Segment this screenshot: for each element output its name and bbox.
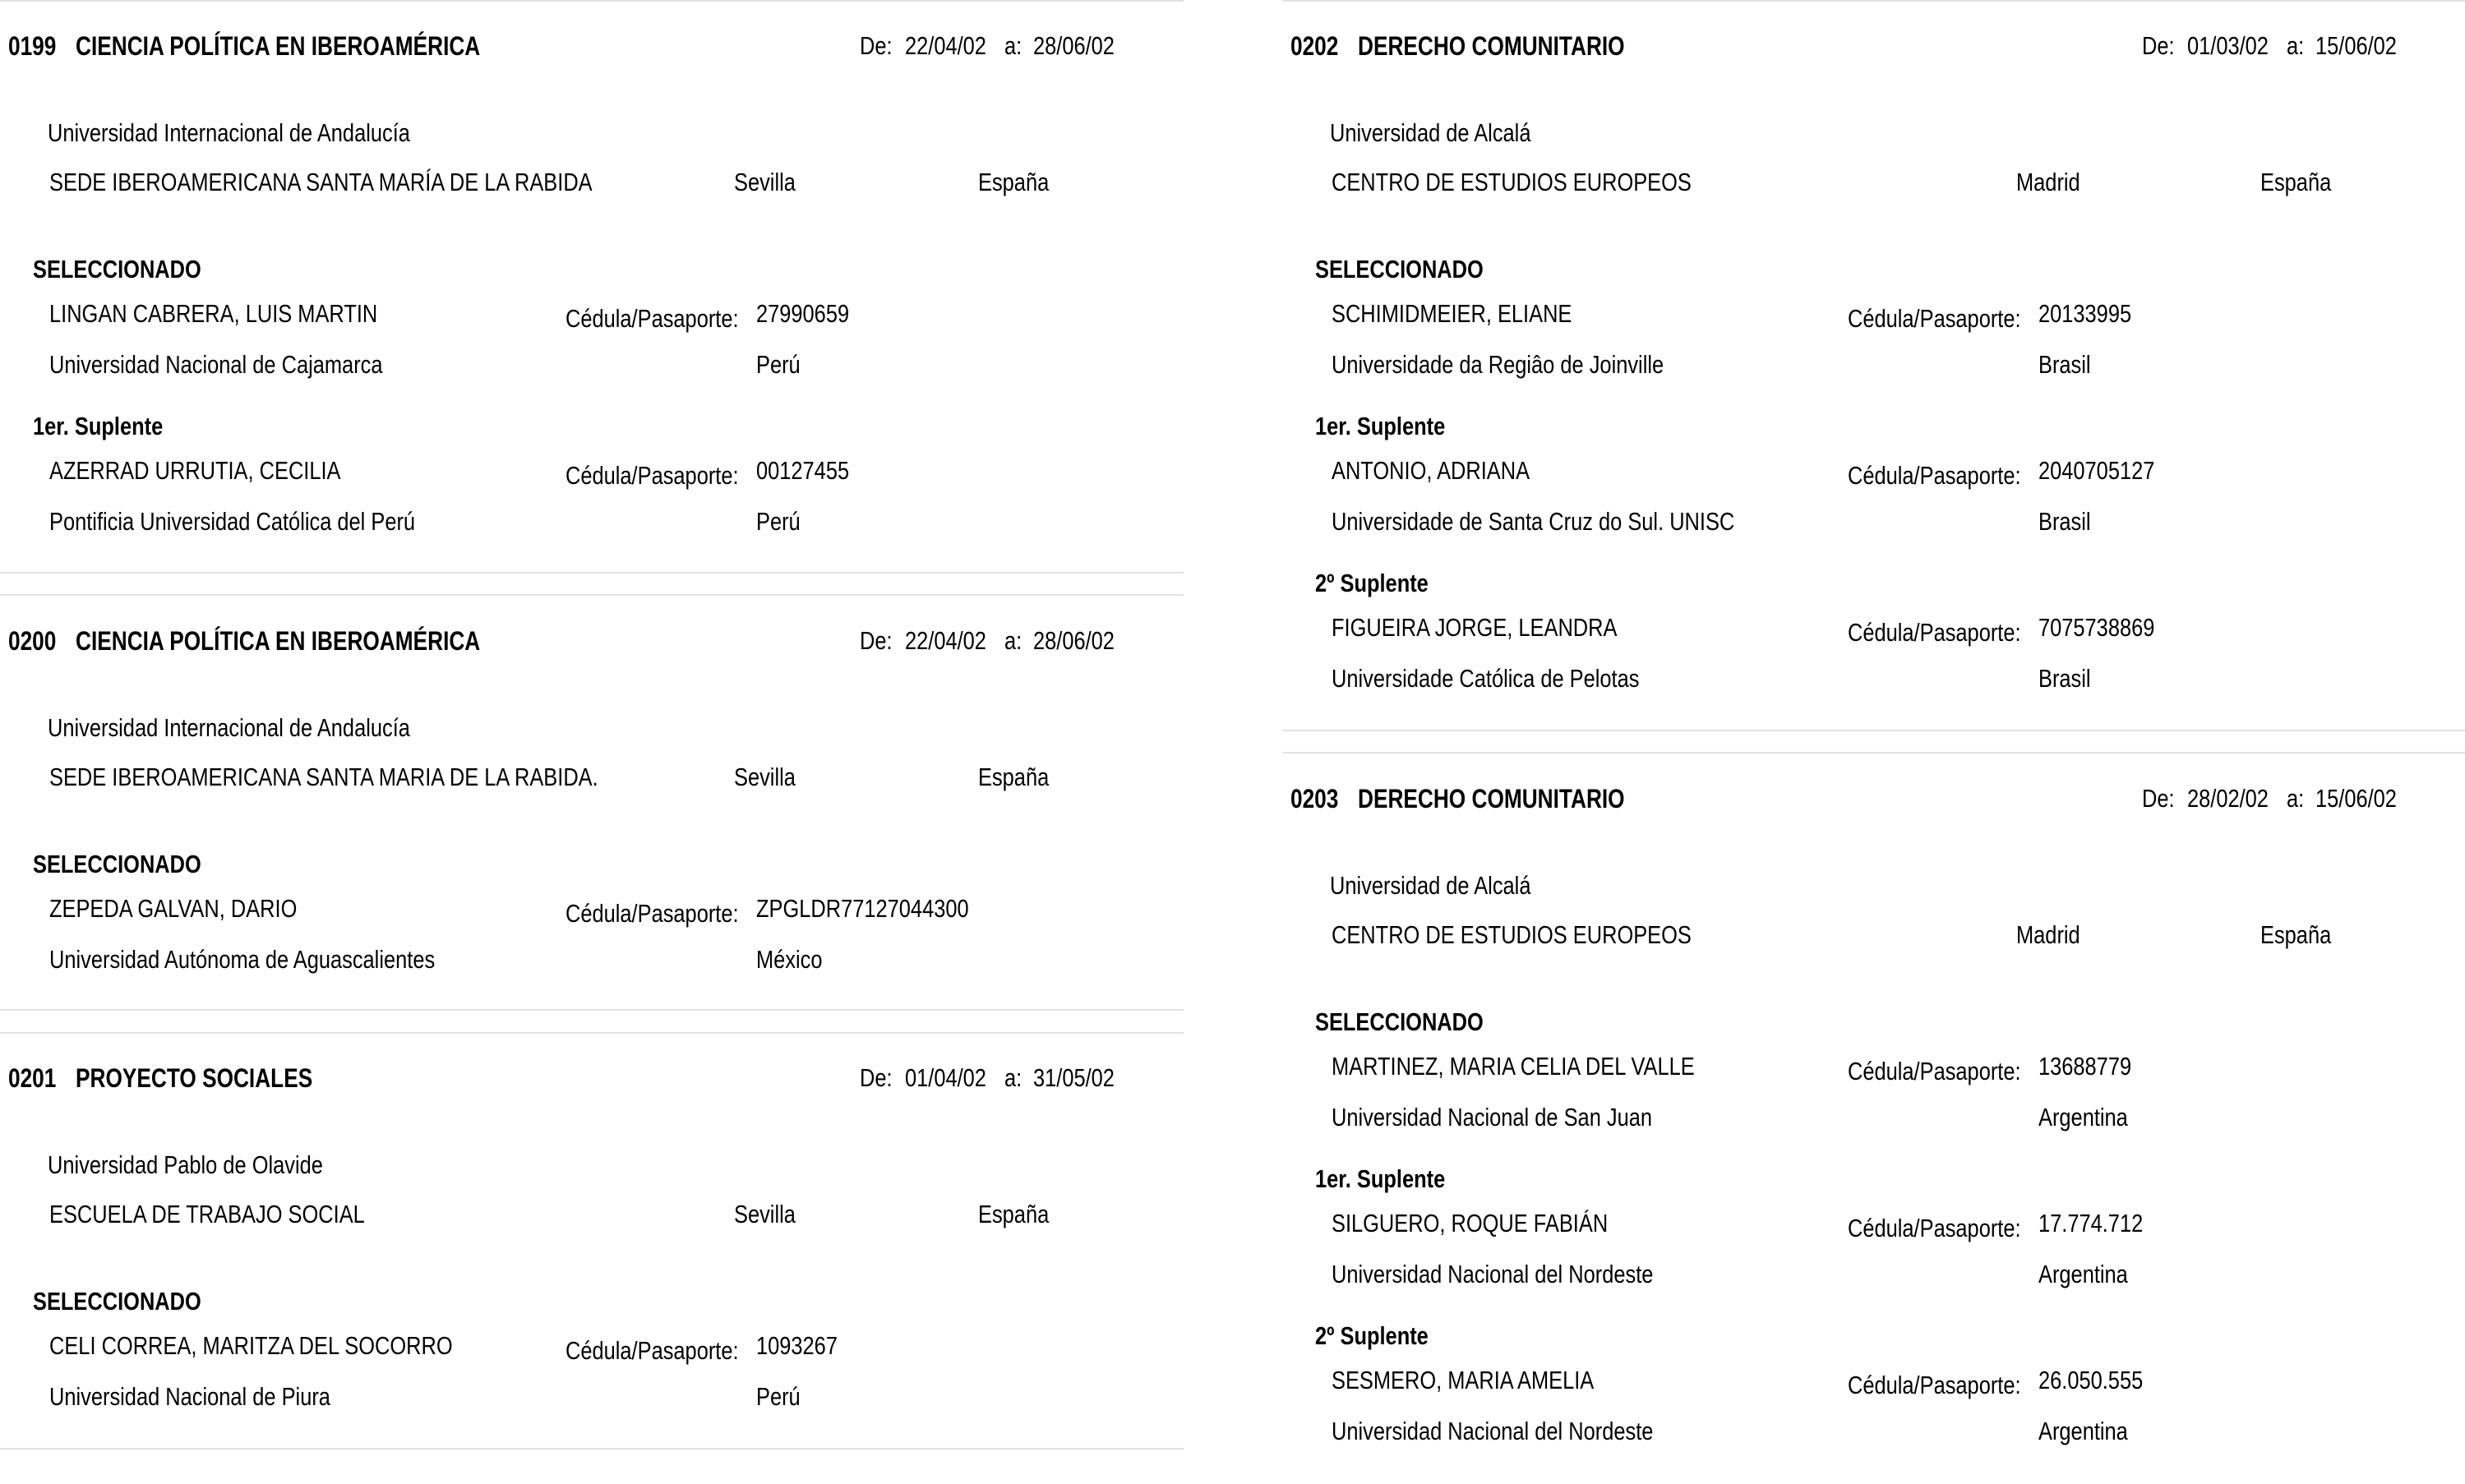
- id-label: Cédula/Pasaporte:: [1848, 1057, 2021, 1085]
- id-label: Cédula/Pasaporte:: [1848, 618, 2021, 647]
- person-country: Argentina: [2038, 1260, 2128, 1288]
- date-from: 22/04/02: [905, 31, 986, 60]
- id-label: Cédula/Pasaporte:: [1848, 1371, 2021, 1399]
- person-institution: Universidad Nacional del Nordeste: [1332, 1260, 1654, 1288]
- center-name: SEDE IBEROAMERICANA SANTA MARIA DE LA RABIDA.: [49, 763, 598, 791]
- id-number: 17.774.712: [2038, 1209, 2144, 1237]
- person-name: AZERRAD URRUTIA, CECILIA: [49, 456, 341, 485]
- university-name: Universidad Internacional de Andalucía: [48, 118, 410, 147]
- divider: [1282, 0, 2465, 2]
- date-to-label: a:: [2287, 31, 2305, 60]
- person-country: Brasil: [2038, 350, 2091, 379]
- date-from: 01/04/02: [905, 1063, 986, 1092]
- divider: [0, 1009, 1184, 1011]
- role-heading: SELECCIONADO: [33, 1287, 201, 1316]
- divider: [0, 572, 1184, 574]
- person-institution: Universidad Autónoma de Aguascalientes: [49, 945, 436, 974]
- id-number: ZPGLDR77127044300: [756, 894, 969, 923]
- date-to: 28/06/02: [1033, 626, 1115, 655]
- role-heading: SELECCIONADO: [33, 255, 201, 283]
- person-name: CELI CORREA, MARITZA DEL SOCORRO: [49, 1331, 453, 1360]
- center-country: España: [978, 1200, 1050, 1228]
- role-heading: 2º Suplente: [1315, 569, 1429, 597]
- person-institution: Universidade da Regiâo de Joinville: [1332, 350, 1664, 379]
- id-label: Cédula/Pasaporte:: [565, 461, 739, 490]
- person-name: FIGUEIRA JORGE, LEANDRA: [1332, 613, 1618, 642]
- role-heading: SELECCIONADO: [1315, 255, 1484, 283]
- date-to-label: a:: [1004, 626, 1022, 655]
- id-number: 2040705127: [2038, 456, 2155, 485]
- role-heading: SELECCIONADO: [1315, 1007, 1484, 1036]
- center-name: SEDE IBEROAMERICANA SANTA MARÍA DE LA RABIDA: [49, 168, 593, 196]
- date-to-label: a:: [1004, 1063, 1022, 1092]
- date-from-label: De:: [2142, 31, 2175, 60]
- divider: [0, 594, 1184, 596]
- center-city: Sevilla: [734, 1200, 796, 1228]
- person-institution: Universidad Nacional de Piura: [49, 1382, 330, 1411]
- record-code: 0200: [8, 626, 57, 656]
- record-code: 0202: [1290, 31, 1339, 61]
- record-code: 0199: [8, 31, 57, 61]
- person-country: Argentina: [2038, 1417, 2128, 1445]
- person-country: Perú: [756, 1382, 801, 1411]
- person-name: ANTONIO, ADRIANA: [1332, 456, 1530, 485]
- center-country: España: [2260, 920, 2332, 949]
- date-from-label: De:: [860, 31, 893, 60]
- person-name: LINGAN CABRERA, LUIS MARTIN: [49, 299, 378, 328]
- person-institution: Universidade de Santa Cruz do Sul. UNISC: [1332, 507, 1735, 536]
- id-number: 13688779: [2038, 1052, 2132, 1081]
- role-heading: 1er. Suplente: [1315, 412, 1446, 440]
- center-name: CENTRO DE ESTUDIOS EUROPEOS: [1332, 920, 1692, 949]
- person-name: ZEPEDA GALVAN, DARIO: [49, 894, 298, 923]
- date-to-label: a:: [1004, 31, 1022, 60]
- person-country: Perú: [756, 350, 801, 379]
- course-title: CIENCIA POLÍTICA EN IBEROAMÉRICA: [76, 626, 481, 656]
- course-title: DERECHO COMUNITARIO: [1358, 31, 1625, 61]
- center-city: Sevilla: [734, 168, 796, 196]
- date-to: 15/06/02: [2315, 31, 2397, 60]
- record-code: 0203: [1290, 784, 1339, 813]
- university-name: Universidad de Alcalá: [1330, 871, 1531, 900]
- divider: [0, 1448, 1184, 1449]
- person-institution: Universidad Nacional de San Juan: [1332, 1103, 1653, 1131]
- person-name: SILGUERO, ROQUE FABIÁN: [1332, 1209, 1609, 1237]
- center-name: CENTRO DE ESTUDIOS EUROPEOS: [1332, 168, 1692, 196]
- university-name: Universidad Pablo de Olavide: [48, 1150, 323, 1179]
- id-label: Cédula/Pasaporte:: [1848, 1214, 2021, 1242]
- id-number: 1093267: [756, 1331, 838, 1360]
- date-from: 22/04/02: [905, 626, 986, 655]
- course-title: DERECHO COMUNITARIO: [1358, 784, 1625, 813]
- date-from-label: De:: [2142, 784, 2175, 813]
- center-city: Sevilla: [734, 763, 796, 791]
- date-to-label: a:: [2287, 784, 2305, 813]
- person-country: Perú: [756, 507, 801, 536]
- id-number: 7075738869: [2038, 613, 2155, 642]
- university-name: Universidad Internacional de Andalucía: [48, 713, 410, 742]
- date-from-label: De:: [860, 1063, 893, 1092]
- person-country: Argentina: [2038, 1103, 2128, 1131]
- role-heading: 1er. Suplente: [33, 412, 164, 440]
- id-number: 26.050.555: [2038, 1366, 2144, 1394]
- person-country: Brasil: [2038, 507, 2091, 536]
- divider: [1282, 752, 2465, 754]
- date-to: 15/06/02: [2315, 784, 2397, 813]
- center-city: Madrid: [2016, 920, 2080, 949]
- course-title: PROYECTO SOCIALES: [76, 1063, 313, 1093]
- person-country: Brasil: [2038, 664, 2091, 693]
- right-column: [1282, 0, 2465, 1484]
- person-institution: Universidade Católica de Pelotas: [1332, 664, 1640, 693]
- role-heading: 1er. Suplente: [1315, 1164, 1446, 1193]
- left-column: [0, 0, 1184, 1484]
- id-number: 27990659: [756, 299, 850, 328]
- divider: [0, 1032, 1184, 1034]
- id-label: Cédula/Pasaporte:: [565, 304, 739, 333]
- date-from: 28/02/02: [2187, 784, 2269, 813]
- person-name: SCHIMIDMEIER, ELIANE: [1332, 299, 1572, 328]
- role-heading: 2º Suplente: [1315, 1321, 1429, 1350]
- person-country: México: [756, 945, 823, 974]
- person-institution: Pontificia Universidad Católica del Perú: [49, 507, 416, 536]
- id-number: 00127455: [756, 456, 850, 485]
- date-to: 28/06/02: [1033, 31, 1115, 60]
- center-country: España: [978, 168, 1050, 196]
- center-name: ESCUELA DE TRABAJO SOCIAL: [49, 1200, 365, 1228]
- date-from-label: De:: [860, 626, 893, 655]
- role-heading: SELECCIONADO: [33, 850, 201, 878]
- person-name: MARTINEZ, MARIA CELIA DEL VALLE: [1332, 1052, 1695, 1081]
- person-institution: Universidad Nacional de Cajamarca: [49, 350, 383, 379]
- person-institution: Universidad Nacional del Nordeste: [1332, 1417, 1654, 1445]
- date-to: 31/05/02: [1033, 1063, 1115, 1092]
- person-name: SESMERO, MARIA AMELIA: [1332, 1366, 1595, 1394]
- university-name: Universidad de Alcalá: [1330, 118, 1531, 147]
- id-number: 20133995: [2038, 299, 2132, 328]
- course-title: CIENCIA POLÍTICA EN IBEROAMÉRICA: [76, 31, 481, 61]
- id-label: Cédula/Pasaporte:: [565, 1336, 739, 1365]
- center-city: Madrid: [2016, 168, 2080, 196]
- date-from: 01/03/02: [2187, 31, 2269, 60]
- id-label: Cédula/Pasaporte:: [1848, 304, 2021, 333]
- divider: [0, 0, 1184, 2]
- id-label: Cédula/Pasaporte:: [1848, 461, 2021, 490]
- record-code: 0201: [8, 1063, 57, 1093]
- center-country: España: [2260, 168, 2332, 196]
- center-country: España: [978, 763, 1050, 791]
- divider: [1282, 730, 2465, 731]
- id-label: Cédula/Pasaporte:: [565, 899, 739, 928]
